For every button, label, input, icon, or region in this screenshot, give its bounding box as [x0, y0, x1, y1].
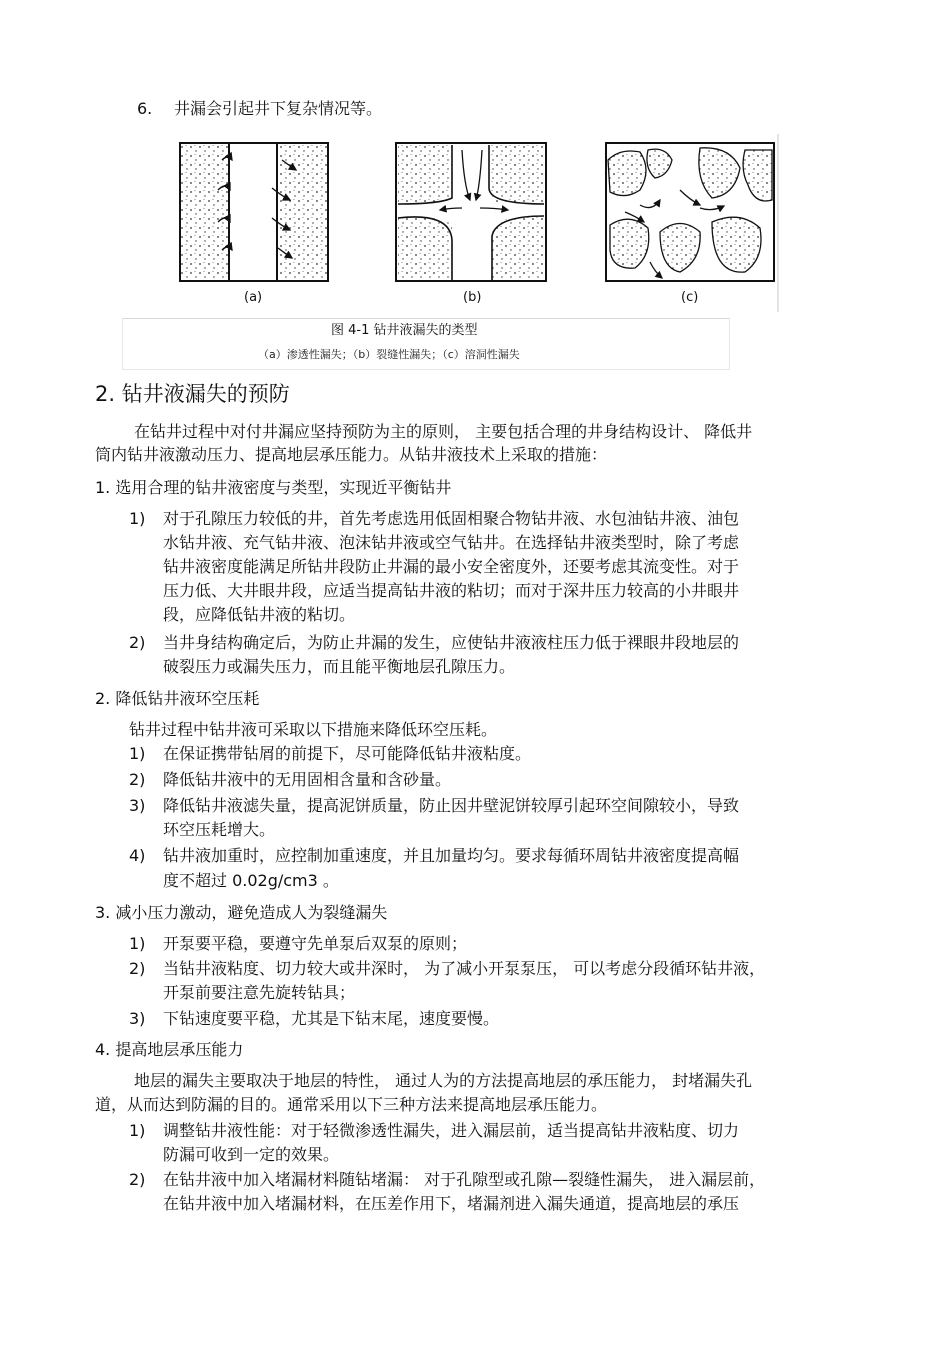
- paragraph-line: 筒内钻井液激动压力、提高地层承压能力。从钻井液技术上采取的措施：: [95, 445, 608, 464]
- list-item-line: 下钻速度要平稳，尤其是下钻末尾，速度要慢。: [163, 1009, 500, 1028]
- list-item-line: 水钻井液、充气钻井液、泡沫钻井液或空气钻井。在选择钻井液类型时，除了考虑: [163, 533, 740, 552]
- lost-circulation-figure: [0, 0, 950, 330]
- subsection-heading: 2. 降低钻井液环空压耗: [95, 689, 260, 708]
- list-number: 1): [129, 934, 146, 953]
- list-item-text: 井漏会引起井下复杂情况等。: [174, 99, 383, 118]
- list-item-line: 在钻井液中加入堵漏材料，在压差作用下，堵漏剂进入漏失通道，提高地层的承压: [163, 1194, 740, 1213]
- list-number: 1): [129, 509, 146, 528]
- section-heading: 2. 钻井液漏失的预防: [95, 382, 290, 406]
- list-number: 2): [129, 959, 146, 978]
- subsection-heading: 3. 减小压力激动，避免造成人为裂缝漏失: [95, 903, 388, 922]
- panel-label-b: (b): [463, 290, 482, 305]
- list-item-line: 防漏可收到一定的效果。: [163, 1145, 340, 1164]
- figure-caption: 图 4-1 钻井液漏失的类型: [331, 323, 478, 338]
- list-item-line: 钻井液密度能满足所钻井段防止井漏的最小安全密度外，还要考虑其流变性。对于: [163, 557, 740, 576]
- subsection-heading: 1. 选用合理的钻井液密度与类型，实现近平衡钻井: [95, 478, 452, 497]
- paragraph-line: 在钻井过程中对付井漏应坚持预防为主的原则， 主要包括合理的井身结构设计、 降低井: [134, 422, 753, 441]
- panel-a-diagram: [180, 143, 328, 281]
- list-item-line: 压力低、大井眼井段，应适当提高钻井液的粘切；而对于深井压力较高的小井眼井: [163, 581, 740, 600]
- list-number: 2): [129, 633, 146, 652]
- panel-label-a: (a): [244, 290, 263, 305]
- list-item-line: 开泵要平稳，要遵守先单泵后双泵的原则；: [163, 934, 468, 953]
- list-item-line: 当钻井液粘度、切力较大或井深时， 为了减小开泵泵压， 可以考虑分段循环钻井液，: [163, 959, 766, 978]
- list-item-line: 在钻井液中加入堵漏材料随钻堵漏： 对于孔隙型或孔隙—裂缝性漏失， 进入漏层前，: [163, 1170, 766, 1189]
- list-number: 3): [129, 796, 146, 815]
- list-number: 6.: [137, 99, 153, 118]
- list-item-line: 降低钻井液中的无用固相含量和含砂量。: [163, 770, 452, 789]
- list-number: 1): [129, 1121, 146, 1140]
- list-item-line: 破裂压力或漏失压力，而且能平衡地层孔隙压力。: [163, 657, 516, 676]
- panel-b-diagram: [396, 143, 546, 281]
- list-number: 1): [129, 744, 146, 763]
- paragraph-line: 地层的漏失主要取决于地层的特性， 通过人为的方法提高地层的承压能力， 封堵漏失孔: [134, 1071, 753, 1090]
- list-item-line: 开泵前要注意先旋转钻具；: [163, 983, 356, 1002]
- paragraph-line: 钻井过程中钻井液可采取以下措施来降低环空压耗。: [129, 720, 498, 739]
- paragraph-line: 道，从而达到防漏的目的。通常采用以下三种方法来提高地层承压能力。: [95, 1095, 608, 1114]
- list-item-line: 环空压耗增大。: [163, 820, 276, 839]
- list-item-line: 段，应降低钻井液的粘切。: [163, 605, 356, 624]
- subsection-heading: 4. 提高地层承压能力: [95, 1040, 244, 1059]
- panel-c-diagram: [606, 143, 774, 281]
- list-item-line: 当井身结构确定后，为防止井漏的发生，应使钻井液液柱压力低于裸眼井段地层的: [163, 633, 740, 652]
- list-item-line: 调整钻井液性能：对于轻微渗透性漏失，进入漏层前，适当提高钻井液粘度、切力: [163, 1121, 740, 1140]
- list-item-line: 降低钻井液滤失量，提高泥饼质量，防止因井壁泥饼较厚引起环空间隙较小，导致: [163, 796, 740, 815]
- panel-label-c: (c): [681, 290, 699, 305]
- figure-subcaption: （a）渗透性漏失；（b）裂缝性漏失；（c）溶洞性漏失: [258, 348, 520, 361]
- list-number: 3): [129, 1009, 146, 1028]
- list-item-line: 度不超过 0.02g/cm3 。: [163, 871, 339, 890]
- list-item-line: 对于孔隙压力较低的井，首先考虑选用低固相聚合物钻井液、水包油钻井液、油包: [163, 509, 740, 528]
- list-item-line: 在保证携带钻屑的前提下，尽可能降低钻井液粘度。: [163, 744, 532, 763]
- list-number: 4): [129, 846, 146, 865]
- list-item-line: 钻井液加重时，应控制加重速度，并且加量均匀。要求每循环周钻井液密度提高幅: [163, 846, 740, 865]
- list-number: 2): [129, 1170, 146, 1189]
- list-number: 2): [129, 770, 146, 789]
